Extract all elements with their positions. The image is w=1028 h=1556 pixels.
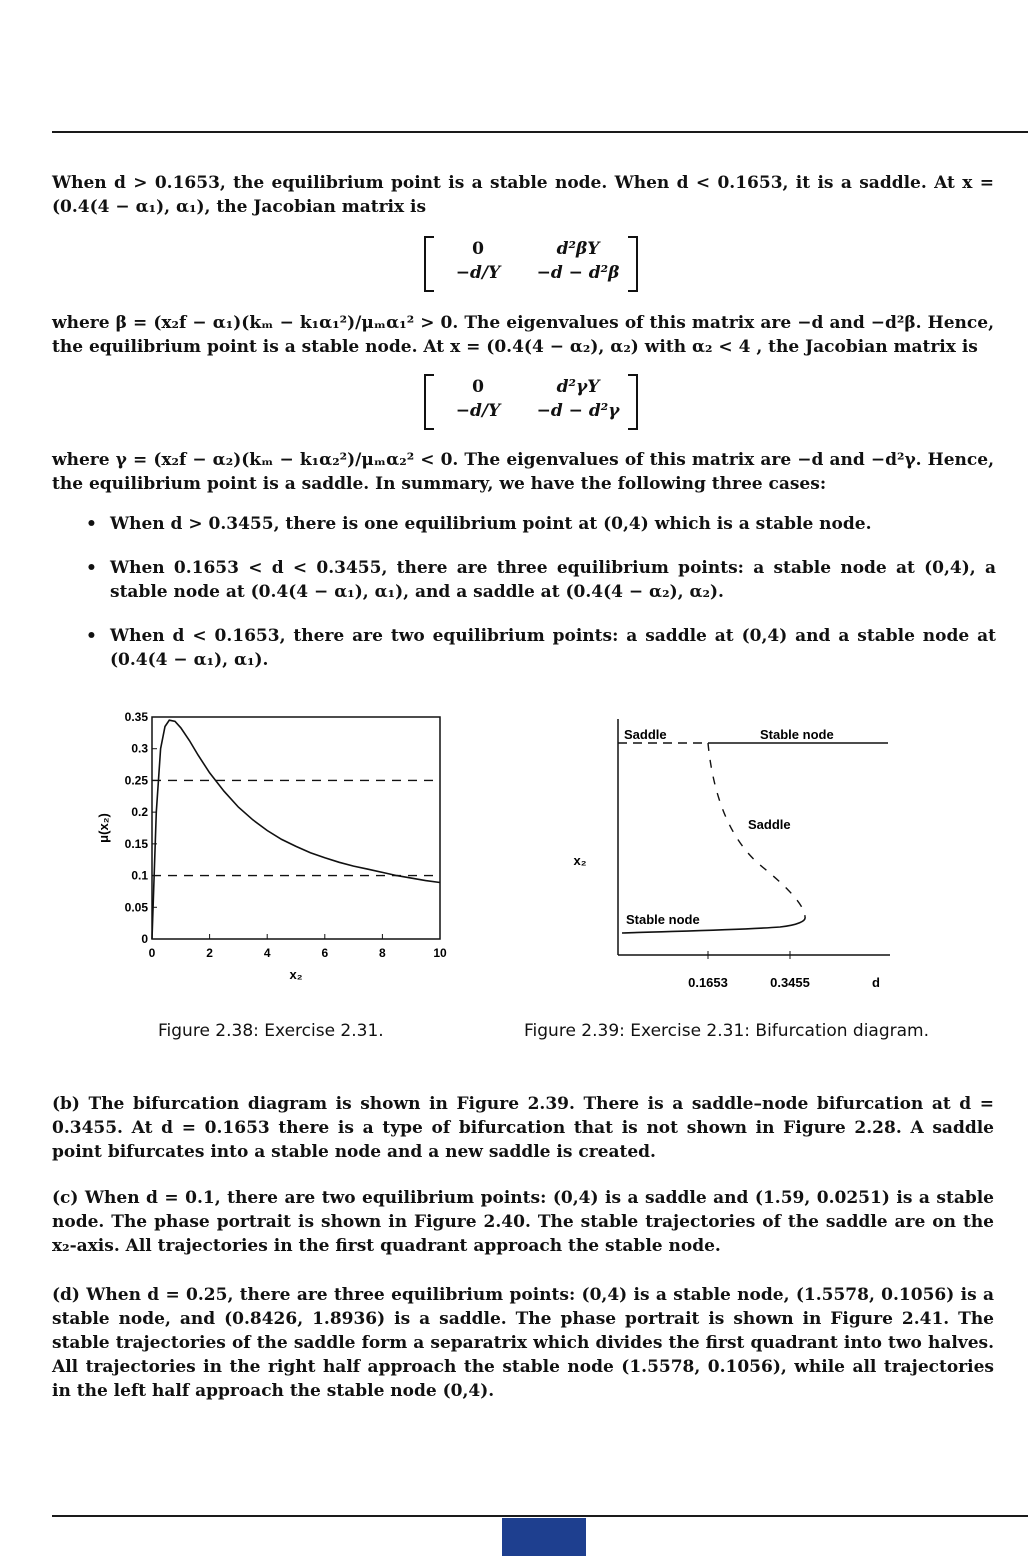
x-axis-label: x₂ bbox=[289, 967, 303, 982]
annotation-label: Saddle bbox=[624, 727, 667, 742]
y-tick-label: 0.25 bbox=[124, 773, 148, 788]
x-tick-label: 0.1653 bbox=[688, 975, 728, 990]
list-item: • When 0.1653 < d < 0.3455, there are three equilibrium points: a stable node at (0,4), a stable node at (0.4(4 − α₁), α₁), and a saddle at (0.4(4 − α₂), α₂). bbox=[86, 556, 996, 604]
y-tick-label: 0.3 bbox=[131, 741, 148, 756]
annotation-label: Stable node bbox=[626, 912, 700, 927]
right-bracket bbox=[628, 236, 638, 292]
x-tick-label: 8 bbox=[379, 946, 386, 960]
figure-2-39-bifurcation-chart bbox=[560, 705, 900, 995]
matrix-cell: d²γY bbox=[556, 377, 600, 397]
paragraph-beta: where β = (x₂f − α₁)(kₘ − k₁α₁²)/μₘα₁² > 0. The eigenvalues of this matrix are −d and −d²β. Hence, the equilibrium point is a stable node. At x = (0.4(4 − α₂), α₂) with α₂ < 4 , the Jacobian matrix is bbox=[52, 313, 994, 357]
y-axis-label: x₂ bbox=[573, 853, 587, 868]
list-item: • When d < 0.1653, there are two equilibrium points: a saddle at (0,4) and a stable node at (0.4(4 − α₁), α₁). bbox=[86, 624, 996, 672]
jacobian-matrix-2 bbox=[418, 374, 644, 432]
jacobian-matrix-1 bbox=[418, 236, 644, 294]
paragraph-intro: When d > 0.1653, the equilibrium point is a stable node. When d < 0.1653, it is a saddle. At x = (0.4(4 − α₁), α₁), the Jacobian matrix is bbox=[52, 173, 994, 217]
paragraph-part-b: (b) The bifurcation diagram is shown in Figure 2.39. There is a saddle–node bifurcation at d = 0.3455. At d = 0.1653 there is a type of bifurcation that is not shown in Figure 2.28. A saddle point bifurcates into a stable node and a new saddle is created. bbox=[52, 1094, 994, 1162]
x-tick-label: 0.3455 bbox=[770, 975, 810, 990]
paragraph-gamma: where γ = (x₂f − α₂)(kₘ − k₁α₂²)/μₘα₂² < 0. The eigenvalues of this matrix are −d and −d²γ. Hence, the equilibrium point is a saddle. In summary, we have the following three cases: bbox=[52, 450, 994, 494]
matrix-cell: 0 bbox=[472, 377, 484, 397]
paragraph-part-c: (c) When d = 0.1, there are two equilibrium points: (0,4) is a saddle and (1.59, 0.0251) is a stable node. The phase portrait is shown in Figure 2.40. The stable trajectories of the saddle are on the x₂-axis. All trajectories in the first quadrant approach the stable node. bbox=[52, 1188, 994, 1256]
annotation-label: Saddle bbox=[748, 817, 791, 832]
right-bracket bbox=[628, 374, 638, 430]
list-item: • When d > 0.3455, there is one equilibrium point at (0,4) which is a stable node. bbox=[86, 512, 996, 536]
figure-2-38-chart bbox=[80, 705, 480, 995]
x-tick-label: 0 bbox=[148, 946, 156, 960]
matrix-cell: −d − d²β bbox=[536, 263, 620, 283]
y-tick-label: 0.05 bbox=[124, 900, 148, 915]
matrix-cell: d²βY bbox=[556, 239, 600, 259]
matrix-cell: −d/Y bbox=[455, 401, 501, 421]
paragraph-part-d: (d) When d = 0.25, there are three equilibrium points: (0,4) is a stable node, (1.5578, 0.1056) is a stable node, and (0.8426, 1.8936) is a saddle. The phase portrait is shown in Figure 2.41. The stable trajectories of the saddle form a separatrix which divides the first quadrant into two halves. All trajectories in the right half approach the stable node (1.5578, 0.1056), while all trajectories in the left half approach the stable node (0,4). bbox=[52, 1285, 994, 1401]
y-tick-label: 0.2 bbox=[131, 805, 148, 820]
y-tick-label: 0.35 bbox=[124, 710, 148, 724]
x-tick-label: 4 bbox=[263, 946, 271, 960]
figure-caption: Figure 2.38: Exercise 2.31. bbox=[158, 1021, 384, 1041]
y-tick-label: 0.15 bbox=[124, 836, 148, 851]
page-number-box bbox=[502, 1518, 586, 1556]
y-axis-label: μ(x₂) bbox=[96, 813, 111, 843]
y-tick-label: 0 bbox=[141, 932, 148, 946]
annotation-label: Stable node bbox=[760, 727, 834, 742]
header-rule bbox=[52, 131, 1028, 133]
figure-caption: Figure 2.39: Exercise 2.31: Bifurcation diagram. bbox=[524, 1021, 930, 1041]
matrix-cell: −d/Y bbox=[455, 263, 501, 283]
y-tick-label: 0.1 bbox=[131, 868, 148, 883]
series-line bbox=[152, 720, 440, 939]
x-tick-label: 6 bbox=[321, 946, 329, 960]
x-axis-label: d bbox=[872, 975, 880, 990]
matrix-cell: −d − d²γ bbox=[536, 401, 620, 421]
matrix-cell: 0 bbox=[472, 239, 484, 259]
cases-list bbox=[86, 512, 996, 692]
footer-rule bbox=[52, 1515, 1028, 1517]
x-tick-label: 10 bbox=[433, 946, 447, 960]
x-tick-label: 2 bbox=[206, 946, 213, 960]
